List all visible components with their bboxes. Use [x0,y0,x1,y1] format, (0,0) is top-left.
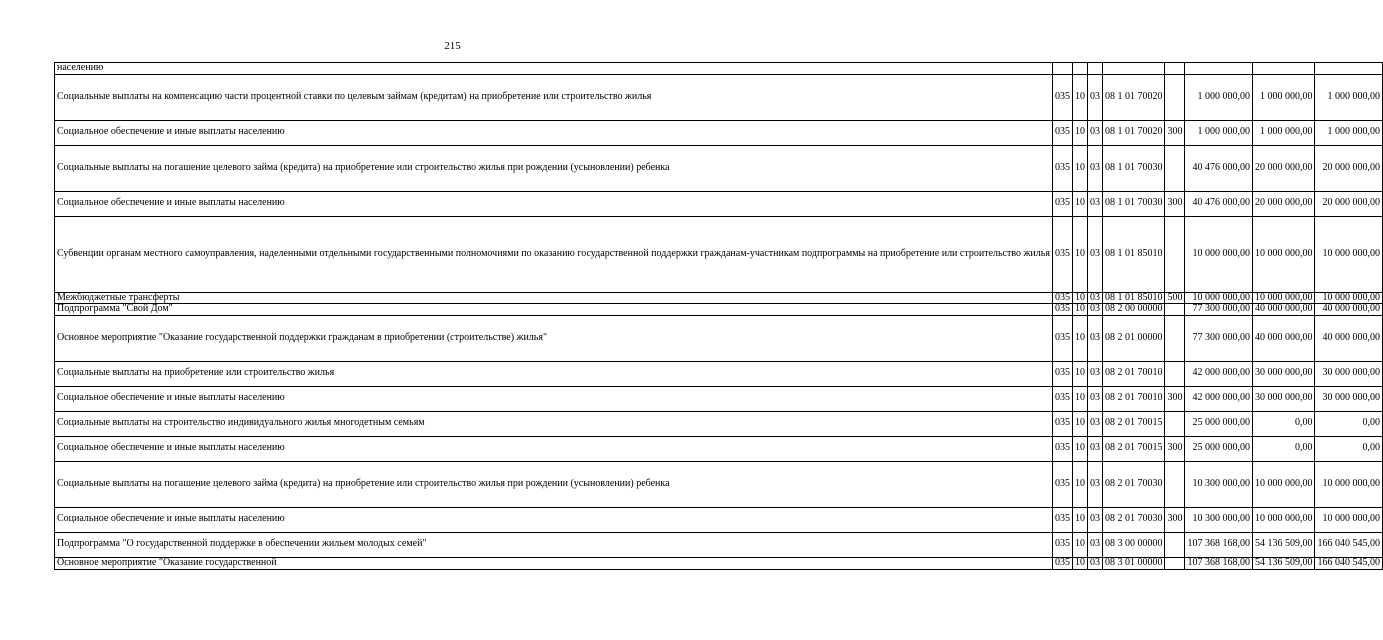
cell-target-code: 08 1 01 70030 [1102,191,1165,216]
cell-sum-3: 10 000 000,00 [1315,507,1383,532]
cell-sum-3: 10 000 000,00 [1315,216,1383,292]
cell-gr-code: 035 [1052,532,1072,557]
cell-gr-code: 035 [1052,411,1072,436]
cell-expense-type: 300 [1165,120,1185,145]
cell-subsection-code: 03 [1087,461,1102,507]
cell-subsection-code: 03 [1087,191,1102,216]
cell-sum-2: 0,00 [1252,411,1315,436]
cell-gr-code: 035 [1052,557,1072,569]
cell-name: Основное мероприятие "Оказание государственной поддержки гражданам в приобретении (строительстве) жилья" [55,315,1053,361]
table-row [55,507,1383,532]
cell-gr-code: 035 [1052,74,1072,120]
page-number: 215 [444,40,461,52]
cell-sum-3: 40 000 000,00 [1315,304,1383,316]
cell-sum-1: 10 000 000,00 [1185,216,1253,292]
cell-sum-2: 54 136 509,00 [1252,532,1315,557]
cell-sum-2 [1252,63,1315,75]
table-row [55,216,1383,292]
cell-name: Социальное обеспечение и иные выплаты населению [55,507,1053,532]
cell-expense-type [1165,145,1185,191]
table-row [55,411,1383,436]
cell-target-code: 08 1 01 85010 [1102,292,1165,304]
cell-subsection-code: 03 [1087,304,1102,316]
cell-subsection-code: 03 [1087,145,1102,191]
cell-expense-type [1165,557,1185,569]
cell-subsection-code: 03 [1087,120,1102,145]
cell-sum-3: 1 000 000,00 [1315,74,1383,120]
cell-sum-2: 10 000 000,00 [1252,507,1315,532]
cell-gr-code [1052,63,1072,75]
cell-gr-code: 035 [1052,145,1072,191]
cell-expense-type: 300 [1165,507,1185,532]
cell-sum-3: 166 040 545,00 [1315,557,1383,569]
cell-sum-1: 107 368 168,00 [1185,557,1253,569]
cell-sum-2: 10 000 000,00 [1252,292,1315,304]
cell-sum-2: 54 136 509,00 [1252,557,1315,569]
cell-sum-3: 20 000 000,00 [1315,191,1383,216]
cell-sum-3: 0,00 [1315,411,1383,436]
cell-section-code: 10 [1072,315,1087,361]
cell-name: Социальные выплаты на погашение целевого займа (кредита) на приобретение или строительство жилья при рождении (усыновлении) ребенка [55,145,1053,191]
cell-expense-type: 300 [1165,386,1185,411]
cell-name: Социальное обеспечение и иные выплаты населению [55,191,1053,216]
cell-target-code: 08 2 01 00000 [1102,315,1165,361]
cell-subsection-code [1087,63,1102,75]
cell-section-code: 10 [1072,145,1087,191]
cell-section-code: 10 [1072,292,1087,304]
cell-subsection-code: 03 [1087,386,1102,411]
table-row [55,461,1383,507]
cell-expense-type [1165,461,1185,507]
table-row [55,315,1383,361]
table-row [55,191,1383,216]
cell-section-code: 10 [1072,304,1087,316]
cell-target-code: 08 3 00 00000 [1102,532,1165,557]
cell-sum-3: 10 000 000,00 [1315,292,1383,304]
cell-target-code: 08 2 01 70030 [1102,461,1165,507]
table-row [55,557,1383,569]
cell-target-code: 08 3 01 00000 [1102,557,1165,569]
cell-expense-type [1165,532,1185,557]
cell-gr-code: 035 [1052,461,1072,507]
cell-section-code: 10 [1072,74,1087,120]
cell-sum-3 [1315,63,1383,75]
table-row [55,74,1383,120]
table-body [55,63,1383,570]
cell-sum-1: 1 000 000,00 [1185,74,1253,120]
cell-expense-type [1165,411,1185,436]
cell-expense-type [1165,304,1185,316]
table-row [55,120,1383,145]
cell-expense-type [1165,63,1185,75]
cell-target-code: 08 2 01 70010 [1102,361,1165,386]
cell-target-code: 08 2 01 70015 [1102,436,1165,461]
cell-subsection-code: 03 [1087,411,1102,436]
cell-expense-type: 500 [1165,292,1185,304]
cell-subsection-code: 03 [1087,74,1102,120]
cell-section-code: 10 [1072,216,1087,292]
cell-sum-3: 20 000 000,00 [1315,145,1383,191]
cell-section-code: 10 [1072,507,1087,532]
cell-sum-2: 10 000 000,00 [1252,461,1315,507]
cell-sum-1: 42 000 000,00 [1185,361,1253,386]
cell-name: Социальные выплаты на приобретение или строительство жилья [55,361,1053,386]
cell-sum-3: 30 000 000,00 [1315,386,1383,411]
cell-sum-1: 25 000 000,00 [1185,411,1253,436]
cell-target-code: 08 1 01 70020 [1102,120,1165,145]
table-row [55,532,1383,557]
cell-subsection-code: 03 [1087,216,1102,292]
cell-name: Социальное обеспечение и иные выплаты населению [55,436,1053,461]
cell-gr-code: 035 [1052,386,1072,411]
cell-sum-2: 10 000 000,00 [1252,216,1315,292]
cell-sum-3: 166 040 545,00 [1315,532,1383,557]
cell-section-code: 10 [1072,411,1087,436]
cell-name: Социальные выплаты на погашение целевого займа (кредита) на приобретение или строительство жилья при рождении (усыновлении) ребенка [55,461,1053,507]
cell-name: Субвенции органам местного самоуправления, наделенными отдельными государственными полномочиями по оказанию государственной поддержки гражданам-участникам подпрограммы на приобретение или строительство жилья [55,216,1053,292]
cell-target-code: 08 2 01 70015 [1102,411,1165,436]
cell-name: Социальное обеспечение и иные выплаты населению [55,386,1053,411]
cell-subsection-code: 03 [1087,292,1102,304]
cell-section-code [1072,63,1087,75]
cell-sum-2: 40 000 000,00 [1252,315,1315,361]
cell-section-code: 10 [1072,386,1087,411]
cell-sum-3: 10 000 000,00 [1315,461,1383,507]
cell-expense-type [1165,74,1185,120]
cell-section-code: 10 [1072,120,1087,145]
cell-expense-type [1165,361,1185,386]
cell-expense-type [1165,315,1185,361]
cell-sum-2: 0,00 [1252,436,1315,461]
cell-name: Социальные выплаты на компенсацию части процентной ставки по целевым займам (кредитам) на приобретение или строительство жилья [55,74,1053,120]
cell-name: Социальные выплаты на строительство индивидуального жилья многодетным семьям [55,411,1053,436]
cell-expense-type: 300 [1165,436,1185,461]
cell-name: Социальное обеспечение и иные выплаты населению [55,120,1053,145]
table-row [55,436,1383,461]
cell-sum-2: 40 000 000,00 [1252,304,1315,316]
cell-subsection-code: 03 [1087,361,1102,386]
cell-gr-code: 035 [1052,292,1072,304]
cell-sum-2: 1 000 000,00 [1252,74,1315,120]
cell-gr-code: 035 [1052,191,1072,216]
cell-subsection-code: 03 [1087,507,1102,532]
cell-target-code: 08 1 01 70020 [1102,74,1165,120]
cell-subsection-code: 03 [1087,436,1102,461]
table-row [55,361,1383,386]
cell-section-code: 10 [1072,191,1087,216]
cell-gr-code: 035 [1052,507,1072,532]
cell-sum-1: 42 000 000,00 [1185,386,1253,411]
cell-name: Основное мероприятие "Оказание государственной [55,557,1053,569]
cell-sum-1 [1185,63,1253,75]
table-row [55,292,1383,304]
cell-sum-1: 77 300 000,00 [1185,315,1253,361]
cell-subsection-code: 03 [1087,557,1102,569]
cell-gr-code: 035 [1052,436,1072,461]
cell-sum-2: 20 000 000,00 [1252,145,1315,191]
cell-sum-1: 10 300 000,00 [1185,507,1253,532]
cell-section-code: 10 [1072,532,1087,557]
cell-sum-3: 1 000 000,00 [1315,120,1383,145]
cell-name: Подпрограмма "Свой Дом" [55,304,1053,316]
cell-sum-3: 40 000 000,00 [1315,315,1383,361]
cell-target-code: 08 2 01 70030 [1102,507,1165,532]
cell-sum-2: 1 000 000,00 [1252,120,1315,145]
cell-sum-3: 0,00 [1315,436,1383,461]
cell-sum-1: 77 300 000,00 [1185,304,1253,316]
table-row [55,386,1383,411]
cell-gr-code: 035 [1052,361,1072,386]
cell-sum-1: 1 000 000,00 [1185,120,1253,145]
table-row [55,145,1383,191]
cell-gr-code: 035 [1052,120,1072,145]
cell-sum-1: 40 476 000,00 [1185,145,1253,191]
cell-name: Подпрограмма "О государственной поддержке в обеспечении жильем молодых семей" [55,532,1053,557]
cell-gr-code: 035 [1052,315,1072,361]
cell-target-code: 08 1 01 70030 [1102,145,1165,191]
table-row [55,304,1383,316]
cell-subsection-code: 03 [1087,315,1102,361]
cell-sum-1: 25 000 000,00 [1185,436,1253,461]
cell-name: населению [55,63,1053,75]
cell-target-code: 08 2 01 70010 [1102,386,1165,411]
cell-sum-3: 30 000 000,00 [1315,361,1383,386]
cell-target-code: 08 1 01 85010 [1102,216,1165,292]
table-row [55,63,1383,75]
cell-gr-code: 035 [1052,304,1072,316]
cell-section-code: 10 [1072,461,1087,507]
cell-sum-1: 10 300 000,00 [1185,461,1253,507]
cell-gr-code: 035 [1052,216,1072,292]
cell-name: Межбюджетные трансферты [55,292,1053,304]
cell-section-code: 10 [1072,557,1087,569]
cell-sum-2: 30 000 000,00 [1252,386,1315,411]
cell-target-code [1102,63,1165,75]
cell-sum-1: 10 000 000,00 [1185,292,1253,304]
cell-sum-2: 30 000 000,00 [1252,361,1315,386]
cell-section-code: 10 [1072,361,1087,386]
cell-section-code: 10 [1072,436,1087,461]
cell-sum-1: 107 368 168,00 [1185,532,1253,557]
cell-target-code: 08 2 00 00000 [1102,304,1165,316]
cell-sum-1: 40 476 000,00 [1185,191,1253,216]
cell-subsection-code: 03 [1087,532,1102,557]
cell-sum-2: 20 000 000,00 [1252,191,1315,216]
budget-table [54,62,1383,570]
cell-expense-type [1165,216,1185,292]
cell-expense-type: 300 [1165,191,1185,216]
